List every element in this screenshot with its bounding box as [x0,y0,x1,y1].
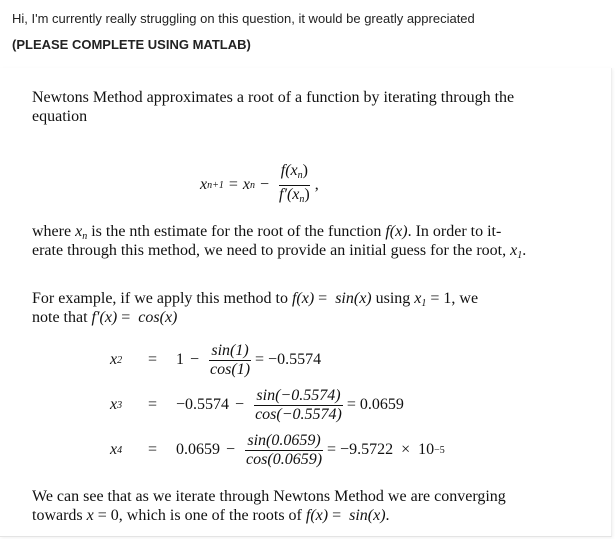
text: erate through this method, we need to provide an initial guess for the root, [32,242,511,259]
math: x [86,507,94,524]
eq-sub: n+1 [207,179,224,191]
math: x [510,242,518,259]
row-result: = −0.5574 [255,351,322,368]
math-sub: n [82,231,88,242]
row-sub: 3 [117,399,123,411]
paragraph-where-line2 [32,241,526,266]
row-result: = 0.0659 [346,396,404,413]
text: = [314,290,332,307]
eq-paren: ) [304,185,310,203]
text: = 1, we [426,290,479,307]
row-start: 1 [176,351,184,368]
row-denominator: cos(1) [210,360,251,378]
text: towards [32,507,87,524]
eq-fraction [277,162,312,209]
text: = [328,507,346,524]
text: using [371,290,415,307]
matlab-note: (PLEASE COMPLETE USING MATLAB) [12,37,251,52]
row-x: x [110,396,118,413]
math: f′(x) [91,309,118,326]
row-sub: 4 [117,444,123,456]
row-start: 0.0659 [176,441,220,458]
math: x [414,290,422,307]
row-exponent: −5 [434,444,445,456]
text: = 0, which is one of the roots of [93,507,306,524]
eq-sub: n [297,169,303,181]
text: . [385,507,390,524]
math: x [75,223,83,240]
eq-sub: n [250,179,255,191]
math: cos(x) [138,309,178,326]
row-numerator: sin(0.0659) [247,431,321,449]
row-minus: − [226,441,236,458]
math: f(x) [291,290,315,307]
row-minus: − [235,396,245,413]
paragraph-conclusion-line1: We can see that as we iterate through Newtons Method we are converging [32,488,506,505]
eq-x: x [242,176,250,193]
row-sub: 2 [117,354,123,366]
row-x: x [110,441,118,458]
paragraph-intro-line1: Newtons Method approximates a root of a function by iterating through the [32,89,515,106]
math: sin(x) [335,290,372,307]
eq-x: x [200,176,208,193]
newton-equation [200,162,319,208]
eq-comma: , [314,176,319,193]
text: where [32,223,76,240]
eq-equals: = [228,176,238,193]
math-sub: 1 [421,298,427,309]
text: . [522,242,527,259]
row-numerator: sin(1) [211,341,249,359]
row-equals: = [148,396,158,413]
row-result: = −9.5722 × 10 [327,441,435,458]
paragraph-conclusion-line2 [32,506,390,526]
math: sin(x) [349,507,386,524]
intro-text: Hi, I'm currently really struggling on this question, it would be greatly appreciated [12,11,475,26]
eq-minus: − [260,176,270,193]
eq-num: f(x [280,161,298,179]
eq-paren: ) [302,161,308,179]
text: note that [32,309,92,326]
math: f(x) [305,507,329,524]
row-start: −0.5574 [176,396,230,413]
text: is the nth estimate for the root of the function [87,223,386,240]
eq-den: f′(x [279,185,300,203]
row-numerator: sin(−0.5574) [256,386,341,404]
row-denominator: cos(0.0659) [246,450,323,468]
text: . In order to it- [407,223,502,240]
row-minus: − [190,351,200,368]
row-equals: = [148,441,158,458]
paragraph-example-line2 [32,308,177,328]
math: f(x) [385,223,408,240]
text: For example, if we apply this method to [32,290,292,307]
paragraph-intro-line2: equation [32,108,88,125]
row-x: x [110,351,118,368]
math-sub: 1 [517,250,523,261]
text: = [117,309,135,326]
eq-sub: n [299,193,305,205]
row-equals: = [148,351,158,368]
row-denominator: cos(−0.5574) [255,405,342,423]
